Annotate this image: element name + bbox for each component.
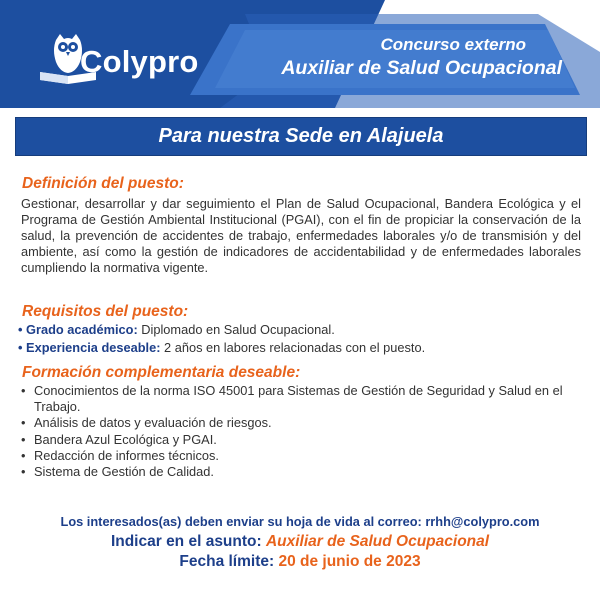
header-banner — [0, 0, 600, 108]
formacion-list — [21, 383, 581, 480]
requisito-grado-value: Diplomado en Salud Ocupacional. — [137, 322, 335, 337]
title-line-2: Auxiliar de Salud Ocupacional — [281, 57, 562, 79]
list-item: • Sistema de Gestión de Calidad. — [21, 464, 581, 480]
list-item: • Análisis de datos y evaluación de riesgos. — [21, 415, 581, 431]
sede-bar: Para nuestra Sede en Alajuela — [15, 117, 587, 156]
title-line-1: Concurso externo — [380, 35, 526, 54]
contacto-fecha — [0, 553, 600, 571]
list-item: • Redacción de informes técnicos. — [21, 448, 581, 464]
contacto-asunto — [0, 533, 600, 551]
requisito-grado: • Grado académico: Diplomado en Salud Ocupacional. — [18, 322, 335, 337]
list-item: • Conocimientos de la norma ISO 45001 para Sistemas de Gestión de Seguridad y Salud en el Trabajo. — [21, 383, 581, 415]
requisito-grado-label: Grado académico: — [26, 322, 138, 337]
list-item: • Bandera Azul Ecológica y PGAI. — [21, 432, 581, 448]
contacto-correo: Los interesados(as) deben enviar su hoja de vida al correo: rrhh@colypro.com — [60, 514, 540, 529]
logo-text: Colypro — [80, 44, 199, 79]
definicion-heading: Definición del puesto: — [22, 175, 184, 192]
fecha-value: 20 de junio de 2023 — [278, 553, 421, 570]
requisito-experiencia-label: Experiencia deseable: — [26, 340, 161, 355]
header-title — [281, 34, 562, 80]
fecha-label: Fecha límite: — [179, 553, 279, 570]
formacion-heading: Formación complementaria deseable: — [22, 364, 301, 381]
requisitos-heading: Requisitos del puesto: — [22, 303, 189, 320]
requisito-experiencia: • Experiencia deseable: 2 años en labores relacionadas con el puesto. — [18, 340, 426, 355]
requisito-experiencia-value: 2 años en labores relacionadas con el puesto. — [160, 340, 426, 355]
definicion-text: Gestionar, desarrollar y dar seguimiento el Plan de Salud Ocupacional, Bandera Ecológica y el Programa de Gestión Ambiental Institucional (PGAI), con el fin de propiciar la conservación de la salud, la prevención de accidentes de trabajo, enfermedades laborales y/o de transmisión y del ambiente, así como la gestión de indicadores de accidentabilidad y de enfermedades laborales cumpliendo la normativa vigente. — [21, 196, 581, 275]
asunto-label: Indicar en el asunto: — [110, 533, 266, 550]
asunto-value: Auxiliar de Salud Ocupacional — [265, 533, 490, 550]
